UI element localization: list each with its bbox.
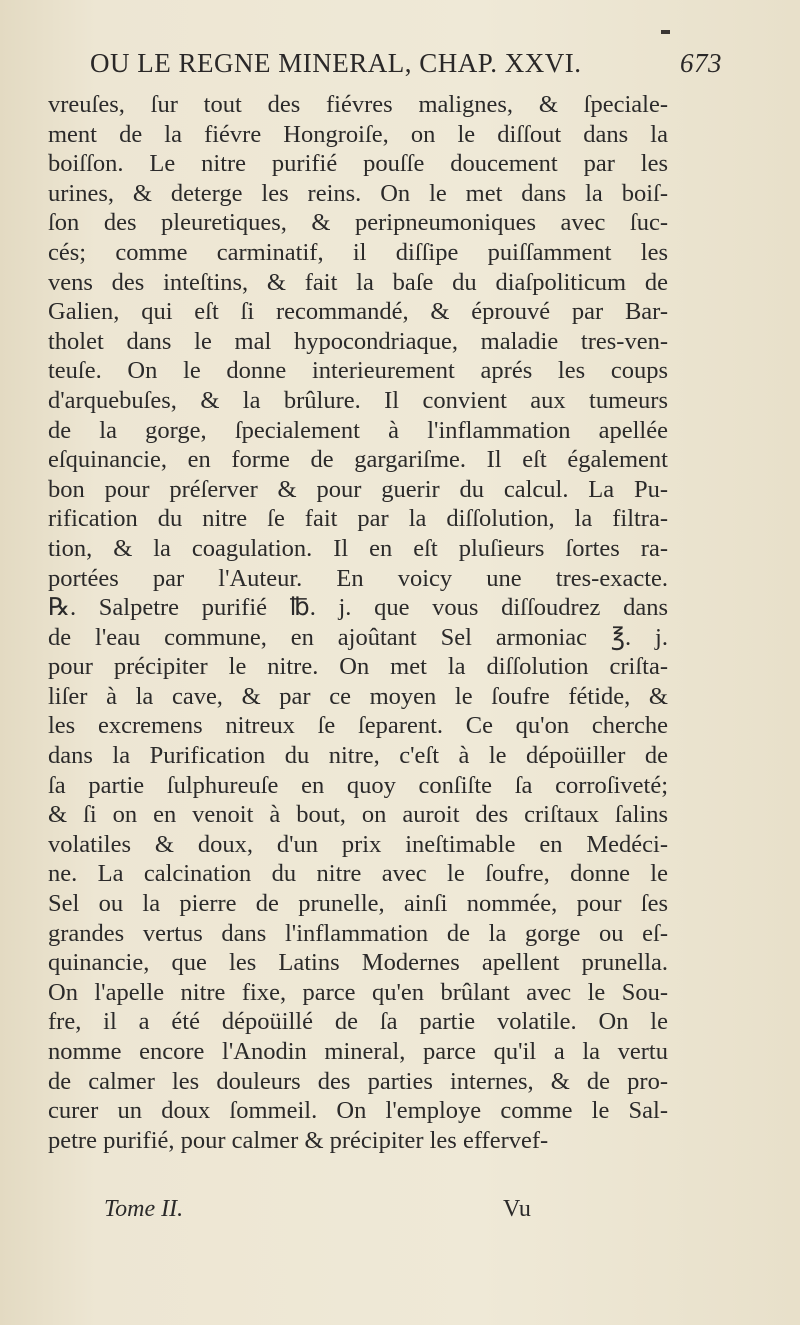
- text-line: ment de la fiévre Hongroiſe, on le diſſout dans la: [48, 120, 668, 148]
- text-line: volatiles & doux, d'un prix ineſtimable en Medéci-: [48, 830, 668, 858]
- text-line: urines, & deterge les reins. On le met dans la boiſ-: [48, 179, 668, 207]
- text-line: curer un doux ſommeil. On l'employe comme le Sal-: [48, 1097, 668, 1125]
- text-line: & ſi on en venoit à bout, on auroit des criſtaux ſalins: [48, 801, 668, 829]
- text-line: de la gorge, ſpecialement à l'inflammation apellée: [48, 416, 668, 444]
- text-line: de calmer les douleurs des parties internes, & de pro-: [48, 1067, 668, 1095]
- text-line: eſquinancie, en forme de gargariſme. Il eſt également: [48, 446, 668, 474]
- header-title: OU LE REGNE MINERAL, CHAP. XXVI.: [90, 48, 582, 78]
- text-line: portées par l'Auteur. En voicy une tres-exacte.: [48, 564, 668, 592]
- text-line: teuſe. On le donne interieurement aprés les coups: [48, 357, 668, 385]
- text-line: quinancie, que les Latins Modernes apellent prunella.: [48, 949, 668, 977]
- text-line: pour précipiter le nitre. On met la diſſolution criſta-: [48, 653, 668, 681]
- text-line: Galien, qui eſt ſi recommandé, & éprouvé par Bar-: [48, 298, 668, 326]
- ink-mark: [661, 30, 670, 34]
- text-line: nomme encore l'Anodin mineral, parce qu'il a la vertu: [48, 1038, 668, 1065]
- text-line: bon pour préſerver & pour guerir du calcul. La Pu-: [48, 475, 668, 503]
- body-text: [48, 90, 668, 1155]
- text-line: boiſſon. Le nitre purifié pouſſe doucement par les: [48, 150, 668, 178]
- text-line: tholet dans le mal hypocondriaque, maladie tres-ven-: [48, 327, 668, 355]
- text-line: fre, il a été dépoüillé de ſa partie volatile. On le: [48, 1008, 668, 1036]
- text-line: Sel ou la pierre de prunelle, ainſi nommée, pour ſes: [48, 890, 668, 918]
- text-line: petre purifié, pour calmer & précipiter les effervef-: [48, 1126, 549, 1154]
- text-line: ne. La calcination du nitre avec le ſoufre, donne le: [48, 860, 668, 888]
- running-header: [90, 48, 760, 88]
- text-line: vreuſes, ſur tout des fiévres malignes, & ſpeciale-: [48, 91, 668, 118]
- text-line: ſa partie ſulphureuſe en quoy conſiſte ſa corroſiveté;: [48, 771, 668, 799]
- signature-mark: Vu: [503, 1196, 531, 1222]
- text-line: rification du nitre ſe fait par la diſſolution, la filtra-: [48, 505, 668, 533]
- text-line: cés; comme carminatif, il diſſipe puiſſamment les: [48, 238, 668, 266]
- text-line: tion, & la coagulation. Il en eſt pluſieurs ſortes ra-: [48, 534, 668, 562]
- volume-label: Tome II.: [104, 1196, 184, 1222]
- page-number: 673: [680, 48, 722, 78]
- text-line: d'arquebuſes, & la brûlure. Il convient aux tumeurs: [48, 386, 668, 414]
- text-line: de l'eau commune, en ajoûtant Sel armoniac ℥. j.: [48, 623, 668, 651]
- text-line: On l'apelle nitre fixe, parce qu'en brûlant avec le Sou-: [48, 978, 668, 1006]
- text-line: liſer à la cave, & par ce moyen le ſoufre fétide, &: [48, 682, 668, 710]
- text-line: vens des inteſtins, & fait la baſe du diaſpoliticum de: [48, 268, 668, 296]
- text-line: grandes vertus dans l'inflammation de la gorge ou eſ-: [48, 919, 668, 947]
- text-line: ℞. Salpetre purifié ℔. j. que vous diſſoudrez dans: [48, 594, 668, 622]
- text-line: dans la Purification du nitre, c'eſt à le dépoüiller de: [48, 742, 668, 770]
- text-line: les excremens nitreux ſe ſeparent. Ce qu'on cherche: [48, 712, 668, 740]
- text-line: ſon des pleuretiques, & peripneumoniques avec ſuc-: [48, 209, 668, 237]
